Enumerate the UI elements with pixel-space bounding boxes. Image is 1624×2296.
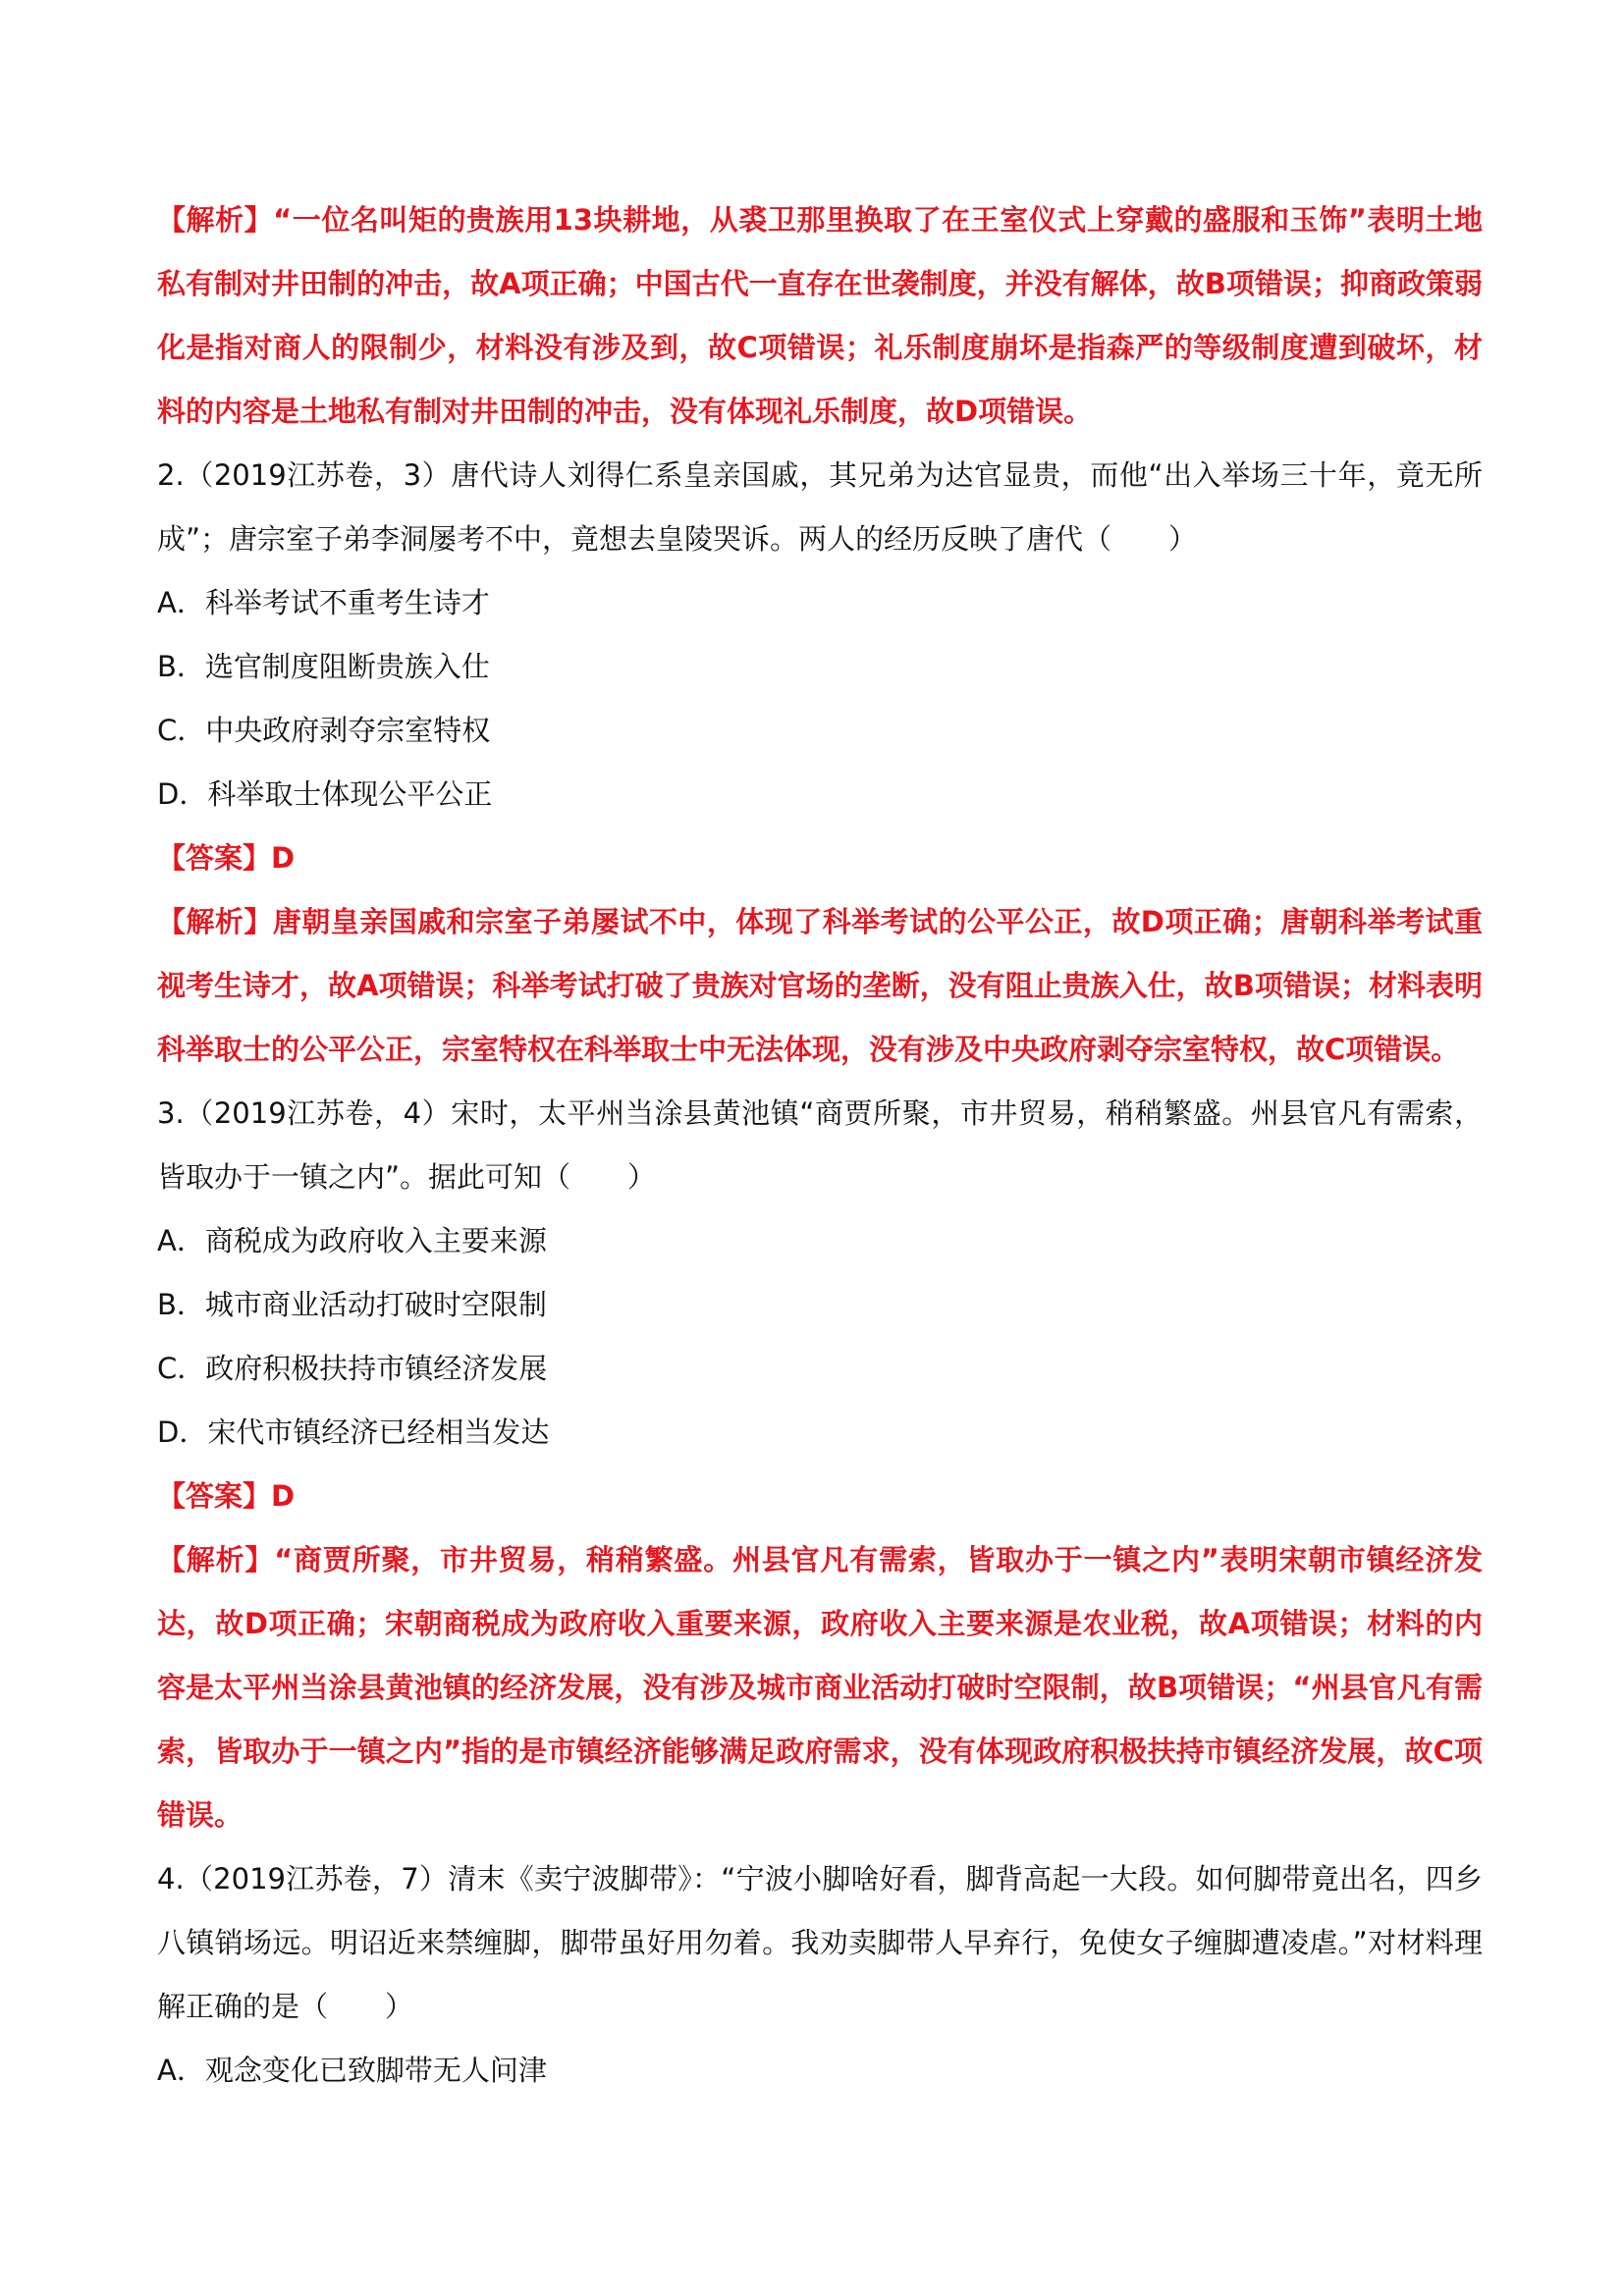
q2-stem: 2.（2019江苏卷，3）唐代诗人刘得仁系皇亲国戚，其兄弟为达官显贵，而他“出入举场三十年，竟无所成”；唐宗室子弟李洞屡考不中，竟想去皇陵哭诉。两人的经历反映了唐代（ ） — [157, 458, 1483, 556]
q3-answer: 【答案】D — [157, 1479, 296, 1513]
q3-option-c: C．政府积极扶持市镇经济发展 — [157, 1352, 548, 1385]
q3-stem: 3.（2019江苏卷，4）宋时，太平州当涂县黄池镇“商贾所聚，市井贸易，稍稍繁盛。州县官凡有需索，皆取办于一镇之内”。据此可知（ ） — [157, 1096, 1483, 1194]
q2-option-d: D．科举取士体现公平公正 — [157, 777, 493, 811]
q3-option-b: B．城市商业活动打破时空限制 — [157, 1288, 547, 1321]
q2-analysis: 【解析】唐朝皇亲国戚和宗室子弟屡试不中，体现了科举考试的公平公正，故D项正确；唐朝科举考试重视考生诗才，故A项错误；科举考试打破了贵族对官场的垄断，没有阻止贵族入仕，故B项错误；材料表明科举取士的公平公正，宗室特权在科举取士中无法体现，没有涉及中央政府剥夺宗室特权，故C项错误。 — [157, 905, 1483, 1066]
q1-analysis: 【解析】“一位名叫矩的贵族用13块耕地，从裘卫那里换取了在王室仪式上穿戴的盛服和玉饰”表明土地私有制对井田制的冲击，故A项正确；中国古代一直存在世袭制度，并没有解体，故B项错误；抑商政策弱化是指对商人的限制少，材料没有涉及到，故C项错误；礼乐制度崩坏是指森严的等级制度遭到破坏，材料的内容是土地私有制对井田制的冲击，没有体现礼乐制度，故D项错误。 — [157, 203, 1483, 428]
q2-option-b: B．选官制度阻断贵族入仕 — [157, 650, 490, 683]
q2-option-a: A．科举考试不重考生诗才 — [157, 586, 490, 619]
q3-analysis: 【解析】“商贾所聚，市井贸易，稍稍繁盛。州县官凡有需索，皆取办于一镇之内”表明宋朝市镇经济发达，故D项正确；宋朝商税成为政府收入重要来源，政府收入主要来源是农业税，故A项错误；材料的内容是太平州当涂县黄池镇的经济发展，没有涉及城市商业活动打破时空限制，故B项错误；“州县官凡有需索，皆取办于一镇之内”指的是市镇经济能够满足政府需求，没有体现政府积极扶持市镇经济发展，故C项错误。 — [157, 1543, 1483, 1832]
q3-option-d: D．宋代市镇经济已经相当发达 — [157, 1415, 550, 1449]
q4-stem: 4.（2019江苏卷，7）清末《卖宁波脚带》：“宁波小脚啥好看，脚背高起一大段。如何脚带竟出名，四乡八镇销场远。明诏近来禁缠脚，脚带虽好用勿着。我劝卖脚带人早弃行，免使女子缠脚遭凌虐。”对材料理解正确的是（ ） — [157, 1862, 1483, 2023]
q4-option-a: A．观念变化已致脚带无人问津 — [157, 2054, 547, 2087]
q2-answer: 【答案】D — [157, 841, 296, 875]
q2-option-c: C．中央政府剥夺宗室特权 — [157, 714, 491, 747]
q3-option-a: A．商税成为政府收入主要来源 — [157, 1224, 547, 1257]
document-page — [157, 188, 1483, 2103]
